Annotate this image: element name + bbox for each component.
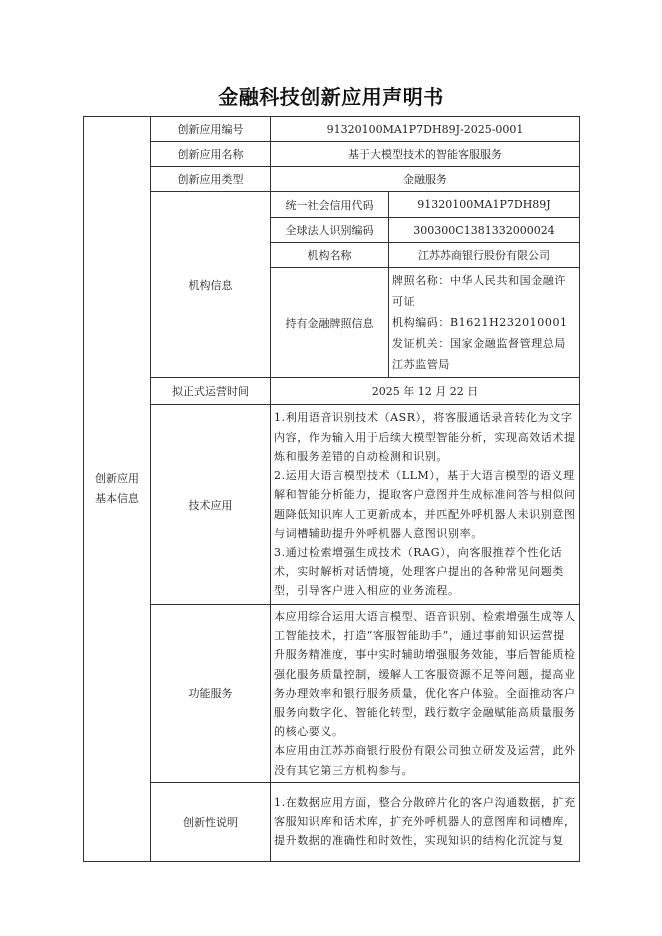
function-value (271, 605, 580, 783)
function-paragraph: 本应用综合运用大语言模型、语音识别、检索增强生成等人工智能技术，打造“客服智能助手”，通过事前知识运营提升服务精准度，事中实时辅助增强服务效能，事后智能质检强化服务质量控制，缓解人工客服资源不足等问题，提高业务办理效率和银行服务质量，优化客户体验。全面推动客户服务向数字化、智能化转型，践行数字金融赋能高质量服务的核心要义。 (274, 610, 576, 739)
license-label: 持有金融牌照信息 (271, 268, 389, 378)
app-type-value: 金融服务 (271, 167, 580, 192)
tech-label: 技术应用 (151, 405, 271, 605)
launch-label: 拟正式运营时间 (151, 378, 271, 405)
function-paragraph: 本应用由江苏苏商银行股份有限公司独立研发及运营，此外没有其它第三方机构参与。 (274, 744, 576, 777)
section-label: 创新应用 基本信息 (95, 471, 139, 505)
app-type-label: 创新应用类型 (151, 167, 271, 192)
row-function (84, 605, 580, 783)
row-tech (84, 405, 580, 605)
row-credit-code (84, 192, 580, 218)
app-name-label: 创新应用名称 (151, 142, 271, 167)
app-code-label: 创新应用编号 (151, 117, 271, 142)
license-issuer: 发证机关：国家金融监督管理总局江苏监管局 (392, 337, 566, 371)
row-app-name (84, 142, 580, 167)
license-org-code: 机构编码：B1621H232010001 (392, 316, 568, 329)
page-title: 金融科技创新应用声明书 (218, 85, 444, 109)
app-code-value: 91320100MA1P7DH89J-2025-0001 (271, 117, 580, 142)
credit-code-value: 91320100MA1P7DH89J (389, 192, 580, 218)
lei-value: 300300C1381332000024 (389, 218, 580, 243)
tech-item: 1.利用语音识别技术（ASR），将客服通话录音转化为文字内容，作为输入用于后续大模型智能分析，实现高效话术提炼和服务差错的自动检测和识别。 (274, 411, 576, 463)
institution-name-label: 机构名称 (271, 243, 389, 268)
function-label: 功能服务 (151, 605, 271, 783)
credit-code-label: 统一社会信用代码 (271, 192, 389, 218)
section-label-cell (84, 117, 151, 862)
tech-item: 3.通过检索增强生成技术（RAG），向客服推荐个性化话术，实时解析对话情境，处理客户提出的各种常见问题类型，引导客户进入相应的业务流程。 (274, 545, 564, 598)
row-app-code (84, 117, 580, 142)
innovation-label: 创新性说明 (151, 782, 271, 861)
innovation-value: 1.在数据应用方面，整合分散碎片化的客户沟通数据，扩充客服知识库和话术库，扩充外呼机器人的意图库和词槽库，提升数据的准确性和时效性，实现知识的结构化沉淀与复 (271, 782, 580, 861)
lei-label: 全球法人识别编码 (271, 218, 389, 243)
tech-value (271, 405, 580, 605)
launch-value: 2025 年 12 月 22 日 (271, 378, 580, 405)
institution-label: 机构信息 (151, 192, 271, 378)
license-value (389, 268, 580, 378)
license-name: 牌照名称：中华人民共和国金融许可证 (392, 274, 566, 308)
tech-item: 2.运用大语言模型技术（LLM），基于大语言模型的语义理解和智能分析能力，提取客户意图并生成标准问答与相似问题降低知识库人工更新成本，并匹配外呼机器人未识别意图与词槽辅助提升外呼机器人意图识别率。 (274, 469, 576, 540)
row-innovation (84, 782, 580, 861)
app-name-value: 基于大模型技术的智能客服服务 (271, 142, 580, 167)
row-launch-time (84, 378, 580, 405)
institution-name-value: 江苏苏商银行股份有限公司 (389, 243, 580, 268)
row-app-type (84, 167, 580, 192)
declaration-table (83, 116, 580, 862)
